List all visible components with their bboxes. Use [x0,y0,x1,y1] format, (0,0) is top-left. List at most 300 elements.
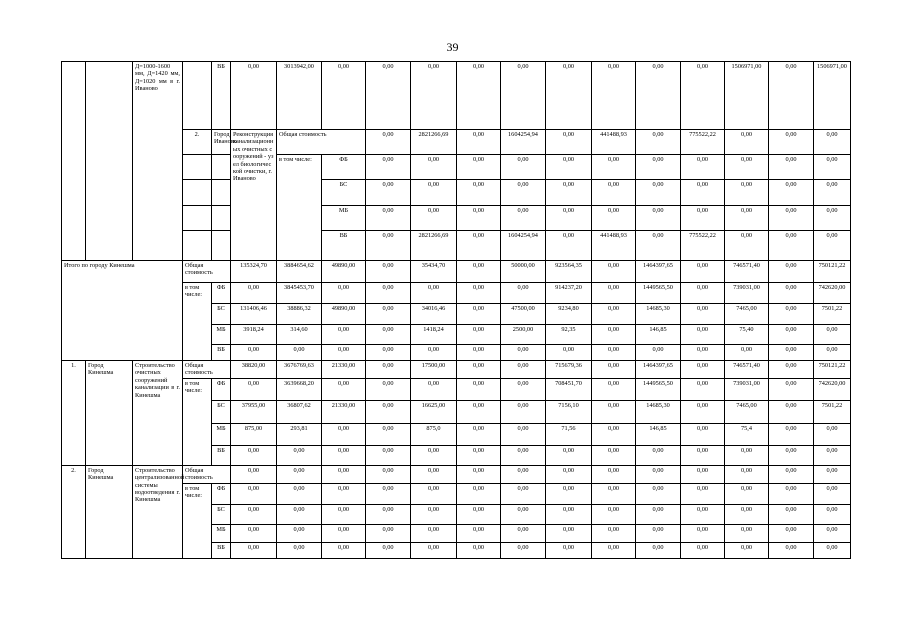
table-cell: 0,00 [592,62,636,130]
table-cell: 441488,93 [592,130,636,155]
table-cell: 0,00 [277,524,322,542]
table-cell: 0,00 [457,130,501,155]
table-cell [212,155,231,180]
table-cell: 0,00 [681,400,725,423]
table-cell [212,205,231,230]
table-cell: 0,00 [681,324,725,344]
table-cell: 2. [183,130,212,155]
table-cell: 0,00 [457,324,501,344]
table-cell: 0,00 [231,62,277,130]
table-cell: 0,00 [501,465,546,483]
table-cell: 0,00 [277,504,322,524]
table-cell: 0,00 [277,483,322,504]
table-cell: 0,00 [636,542,681,558]
table-cell: 0,00 [366,180,411,205]
table-cell: 0,00 [769,465,814,483]
table-cell: 75,40 [725,324,769,344]
table-cell [183,205,212,230]
table-cell: 0,00 [501,524,546,542]
table-cell: 1449565,50 [636,282,681,303]
table-cell: 1418,24 [411,324,457,344]
table-cell: 0,00 [636,62,681,130]
table-cell: 7156,10 [546,400,592,423]
table-cell: 0,00 [322,423,366,445]
table-cell: 0,00 [769,423,814,445]
table-cell: 0,00 [681,423,725,445]
table-cell: 0,00 [681,303,725,324]
table-cell: в том числе: [277,155,322,261]
table-cell: 0,00 [769,130,814,155]
table-cell: 0,00 [457,445,501,465]
table-cell: 2821266,69 [411,230,457,260]
table-cell: 0,00 [769,542,814,558]
table-cell: 38886,32 [277,303,322,324]
table-cell [212,180,231,205]
table-row [62,465,851,483]
table-cell: ФБ [322,155,366,180]
table-cell: 146,85 [636,324,681,344]
table-cell: 131406,46 [231,303,277,324]
table-cell: 49890,00 [322,303,366,324]
table-cell [183,230,212,260]
table-cell: 0,00 [546,445,592,465]
table-cell: 0,00 [546,155,592,180]
table-cell: 0,00 [366,445,411,465]
table-cell: 0,00 [366,130,411,155]
table-cell: 0,00 [636,205,681,230]
table-cell: 2821266,69 [411,130,457,155]
table-cell: 775522,22 [681,130,725,155]
table-cell: 7501,22 [814,303,851,324]
table-cell: 0,00 [366,230,411,260]
table-cell: 0,00 [546,465,592,483]
table-cell: 92,35 [546,324,592,344]
table-cell: 1604254,94 [501,230,546,260]
table-cell: 0,00 [681,465,725,483]
table-cell: 739031,00 [725,378,769,400]
table-cell: 0,00 [592,445,636,465]
table-cell: 0,00 [277,465,322,483]
table-cell: 3639668,20 [277,378,322,400]
table-cell: 742620,00 [814,282,851,303]
table-cell: 0,00 [814,423,851,445]
table-cell: 0,00 [501,180,546,205]
table-cell: 0,00 [322,504,366,524]
table-cell: 0,00 [814,155,851,180]
table-cell: 0,00 [411,205,457,230]
table-cell: 0,00 [592,465,636,483]
table-cell: 0,00 [636,465,681,483]
table-cell: 0,00 [411,504,457,524]
table-cell [62,62,86,261]
table-cell: 0,00 [769,483,814,504]
table-cell: 742620,00 [814,378,851,400]
table-cell: 0,00 [411,155,457,180]
table-cell: 0,00 [814,180,851,205]
table-cell: 0,00 [725,445,769,465]
table-cell: ФБ [212,483,231,504]
table-cell: 9234,80 [546,303,592,324]
table-cell: 875,00 [231,423,277,445]
table-cell: в том числе: [183,483,212,558]
table-cell: 0,00 [769,324,814,344]
table-cell: 0,00 [322,483,366,504]
table-cell: 0,00 [457,465,501,483]
table-cell: 0,00 [501,360,546,378]
table-cell: 0,00 [501,504,546,524]
table-cell: 0,00 [322,378,366,400]
table-cell: 0,00 [592,360,636,378]
table-cell: 1464397,65 [636,360,681,378]
table-cell: Город Кинешма [86,360,133,465]
table-row [62,62,851,130]
table-cell: 0,00 [501,62,546,130]
table-cell: 0,00 [769,344,814,360]
table-cell: 0,00 [546,205,592,230]
table-cell: 0,00 [457,344,501,360]
table-cell: 7501,22 [814,400,851,423]
table-cell: 0,00 [725,542,769,558]
table-cell: 0,00 [636,524,681,542]
table-cell: 0,00 [366,400,411,423]
table-row [62,360,851,378]
table-cell: 0,00 [725,483,769,504]
table-cell: 1506971,00 [814,62,851,130]
table-cell: 0,00 [681,524,725,542]
table-cell: 775522,22 [681,230,725,260]
table-cell: 0,00 [814,504,851,524]
table-cell: 0,00 [457,360,501,378]
table-cell: 17500,00 [411,360,457,378]
table-cell: 0,00 [592,378,636,400]
table-cell: 0,00 [322,62,366,130]
table-cell: 0,00 [501,400,546,423]
table-cell: 0,00 [769,180,814,205]
table-cell: 0,00 [411,465,457,483]
table-cell: 0,00 [366,324,411,344]
table-cell: 14685,30 [636,303,681,324]
table-cell: 71,56 [546,423,592,445]
table-cell: ВБ [212,542,231,558]
table-cell: 16625,00 [411,400,457,423]
table-cell: 0,00 [725,465,769,483]
table-cell: 0,00 [411,180,457,205]
table-cell: 0,00 [725,155,769,180]
table-cell: 7465,00 [725,400,769,423]
table-cell: 0,00 [411,344,457,360]
table-cell: 0,00 [814,445,851,465]
table-cell: 0,00 [277,344,322,360]
table-cell: 0,00 [231,465,277,483]
table-cell: 21330,00 [322,360,366,378]
table-cell: 34016,46 [411,303,457,324]
table-cell: 0,00 [814,524,851,542]
table-cell: 0,00 [501,282,546,303]
table-cell: Строительство централизованной системы водоотведения г. Кинешма [133,465,183,558]
table-cell: 875,0 [411,423,457,445]
table-cell: 0,00 [457,423,501,445]
table-cell: БС [322,180,366,205]
table-cell: 0,00 [366,344,411,360]
table-cell: 0,00 [769,360,814,378]
table-cell: МБ [212,324,231,344]
table-cell: 0,00 [411,282,457,303]
table-cell: 37955,00 [231,400,277,423]
table-cell: в том числе: [183,378,212,465]
table-cell: 3013942,00 [277,62,322,130]
table-cell: 0,00 [546,230,592,260]
table-cell: 0,00 [681,504,725,524]
table-cell: 0,00 [366,504,411,524]
table-cell: ВБ [212,445,231,465]
table-cell: 0,00 [769,260,814,282]
table-cell: 0,00 [366,303,411,324]
table-cell: 1506971,00 [725,62,769,130]
table-cell: 0,00 [814,542,851,558]
table-cell: 0,00 [322,344,366,360]
table-cell: 0,00 [681,360,725,378]
table-cell [183,62,212,130]
table-cell: 0,00 [322,282,366,303]
table-cell: 0,00 [592,180,636,205]
table-cell: 0,00 [457,378,501,400]
table-cell: Общая стоимость [277,130,366,155]
table-cell: 0,00 [457,180,501,205]
table-cell [183,155,212,180]
table-cell: 0,00 [814,344,851,360]
table-cell: 0,00 [546,524,592,542]
table-cell: 750121,22 [814,260,851,282]
table-cell: 14685,30 [636,400,681,423]
table-cell: 0,00 [814,205,851,230]
table-cell: 2. [62,465,86,558]
table-cell: 0,00 [501,378,546,400]
table-cell: 0,00 [457,504,501,524]
table-cell: БС [212,303,231,324]
table-cell: 0,00 [501,445,546,465]
table-cell: 0,00 [769,400,814,423]
table-cell: Строительство очистных сооружений канализации в г. Кинешма [133,360,183,465]
table-cell: 0,00 [636,230,681,260]
table-cell: 1449565,50 [636,378,681,400]
table-cell: 0,00 [725,504,769,524]
table-cell: 0,00 [592,260,636,282]
table-cell: 0,00 [725,180,769,205]
table-cell: 21330,00 [322,400,366,423]
table-cell [183,180,212,205]
table-cell: 3845453,70 [277,282,322,303]
table-cell: 2500,00 [501,324,546,344]
table-body [62,62,851,559]
table-cell: 7465,00 [725,303,769,324]
table-cell: 0,00 [366,360,411,378]
page-number: 39 [446,40,459,54]
table-cell: 0,00 [592,155,636,180]
table-cell: 0,00 [411,524,457,542]
table-cell: БС [212,400,231,423]
table-cell: МБ [212,524,231,542]
table-cell: 0,00 [814,324,851,344]
table-cell: 0,00 [636,445,681,465]
table-cell: 739031,00 [725,282,769,303]
table-cell: 0,00 [501,155,546,180]
table-cell: 0,00 [681,445,725,465]
table-cell [212,230,231,260]
table-cell: ВБ [212,344,231,360]
table-cell: 0,00 [681,378,725,400]
table-cell: 0,00 [366,282,411,303]
table-cell: 0,00 [546,180,592,205]
table-cell: Город Иваново [212,130,231,155]
table-cell: 0,00 [231,282,277,303]
table-cell: 0,00 [592,303,636,324]
table-cell: 0,00 [681,260,725,282]
table-cell: 1604254,94 [501,130,546,155]
table-cell: 0,00 [457,524,501,542]
table-cell: 0,00 [457,205,501,230]
table-cell: 0,00 [725,524,769,542]
table-cell: 75,4 [725,423,769,445]
table-cell: 0,00 [501,344,546,360]
table-cell: 0,00 [322,465,366,483]
table-cell: 0,00 [725,230,769,260]
table-cell: 3884654,62 [277,260,322,282]
table-cell: 0,00 [546,542,592,558]
table-cell: 0,00 [322,542,366,558]
table-cell: 441488,93 [592,230,636,260]
table-cell: 314,60 [277,324,322,344]
table-cell: 0,00 [366,155,411,180]
table-cell: 0,00 [592,344,636,360]
table-cell: 708451,70 [546,378,592,400]
table-cell: 0,00 [592,282,636,303]
table-cell: 0,00 [636,504,681,524]
table-cell: 0,00 [457,483,501,504]
table-cell: 0,00 [636,483,681,504]
table-cell: 1. [62,360,86,465]
table-cell: 1464397,65 [636,260,681,282]
table-cell: 0,00 [231,445,277,465]
table-cell: БС [212,504,231,524]
table-cell: 0,00 [725,130,769,155]
table-cell: 0,00 [592,504,636,524]
table-cell: 0,00 [366,378,411,400]
table-cell: 0,00 [322,324,366,344]
table-cell: 49890,00 [322,260,366,282]
table-cell: 0,00 [592,423,636,445]
table-cell: 0,00 [366,483,411,504]
table-cell: 0,00 [322,524,366,542]
table-cell: 0,00 [681,180,725,205]
table-cell: 0,00 [769,205,814,230]
table-cell: Д=1000-1600 мм, Д=1420 мм, Д=1020 мм в г. Иваново [133,62,183,261]
table-cell: 0,00 [366,260,411,282]
table-cell: 0,00 [592,400,636,423]
table-cell: МБ [212,423,231,445]
table-cell: 0,00 [411,542,457,558]
table-cell: 0,00 [501,423,546,445]
table-cell: 0,00 [769,155,814,180]
table-cell: 47500,00 [501,303,546,324]
table-cell: в том числе: [183,282,212,360]
table-cell: 746571,40 [725,360,769,378]
table-cell: 0,00 [769,303,814,324]
table-cell: 0,00 [814,230,851,260]
table-cell: 0,00 [681,205,725,230]
table-cell: 914237,20 [546,282,592,303]
table-cell: 0,00 [546,344,592,360]
table-cell: 50000,00 [501,260,546,282]
table-cell: 0,00 [814,483,851,504]
table-cell: 923564,35 [546,260,592,282]
table-cell: 0,00 [457,230,501,260]
table-cell: 0,00 [366,423,411,445]
table-cell: 0,00 [636,155,681,180]
table-cell [86,62,133,261]
table-cell: 746571,40 [725,260,769,282]
table-cell: 0,00 [457,400,501,423]
table-cell: Реконструкция канализационных очистных сооружений - узел биологической очистки, г. Иваново [231,130,277,261]
table-cell: 0,00 [231,483,277,504]
table-cell: 135324,70 [231,260,277,282]
table-cell: 0,00 [231,542,277,558]
table-cell: 0,00 [546,130,592,155]
table-cell: 0,00 [366,205,411,230]
table-cell: 0,00 [366,524,411,542]
table-cell: 0,00 [546,62,592,130]
table-cell: 293,81 [277,423,322,445]
table-cell: 0,00 [636,130,681,155]
table-cell: ВБ [322,230,366,260]
table-cell: 0,00 [681,282,725,303]
table-cell: 0,00 [769,62,814,130]
table-cell: 0,00 [769,504,814,524]
table-cell: 0,00 [769,445,814,465]
table-cell: 0,00 [814,465,851,483]
table-cell: 0,00 [411,378,457,400]
table-cell: 0,00 [636,344,681,360]
table-cell: 0,00 [277,445,322,465]
table-cell: 750121,22 [814,360,851,378]
table-cell: 0,00 [725,205,769,230]
table-cell: 0,00 [592,524,636,542]
table-cell: 0,00 [457,303,501,324]
table-cell: 3918,24 [231,324,277,344]
table-cell: 0,00 [366,465,411,483]
table-cell: 0,00 [769,524,814,542]
table-cell: 0,00 [366,62,411,130]
table-cell: 0,00 [231,524,277,542]
table-cell: 0,00 [769,230,814,260]
table-cell: 0,00 [592,324,636,344]
table-cell: 0,00 [366,542,411,558]
table-cell: Итого по городу Кинешма [62,260,183,360]
table-cell: 146,85 [636,423,681,445]
table-cell: 3676769,63 [277,360,322,378]
table-cell: 0,00 [725,344,769,360]
table-cell: 0,00 [546,483,592,504]
table-cell: 0,00 [814,130,851,155]
table-cell: 0,00 [322,445,366,465]
table-cell: 0,00 [457,62,501,130]
table-cell: 0,00 [231,344,277,360]
table-cell: 35434,70 [411,260,457,282]
table-cell: МБ [322,205,366,230]
table-cell: 0,00 [411,62,457,130]
table-cell: 0,00 [457,260,501,282]
table-cell: Общая стоимость [183,260,231,282]
table-cell: 0,00 [411,445,457,465]
